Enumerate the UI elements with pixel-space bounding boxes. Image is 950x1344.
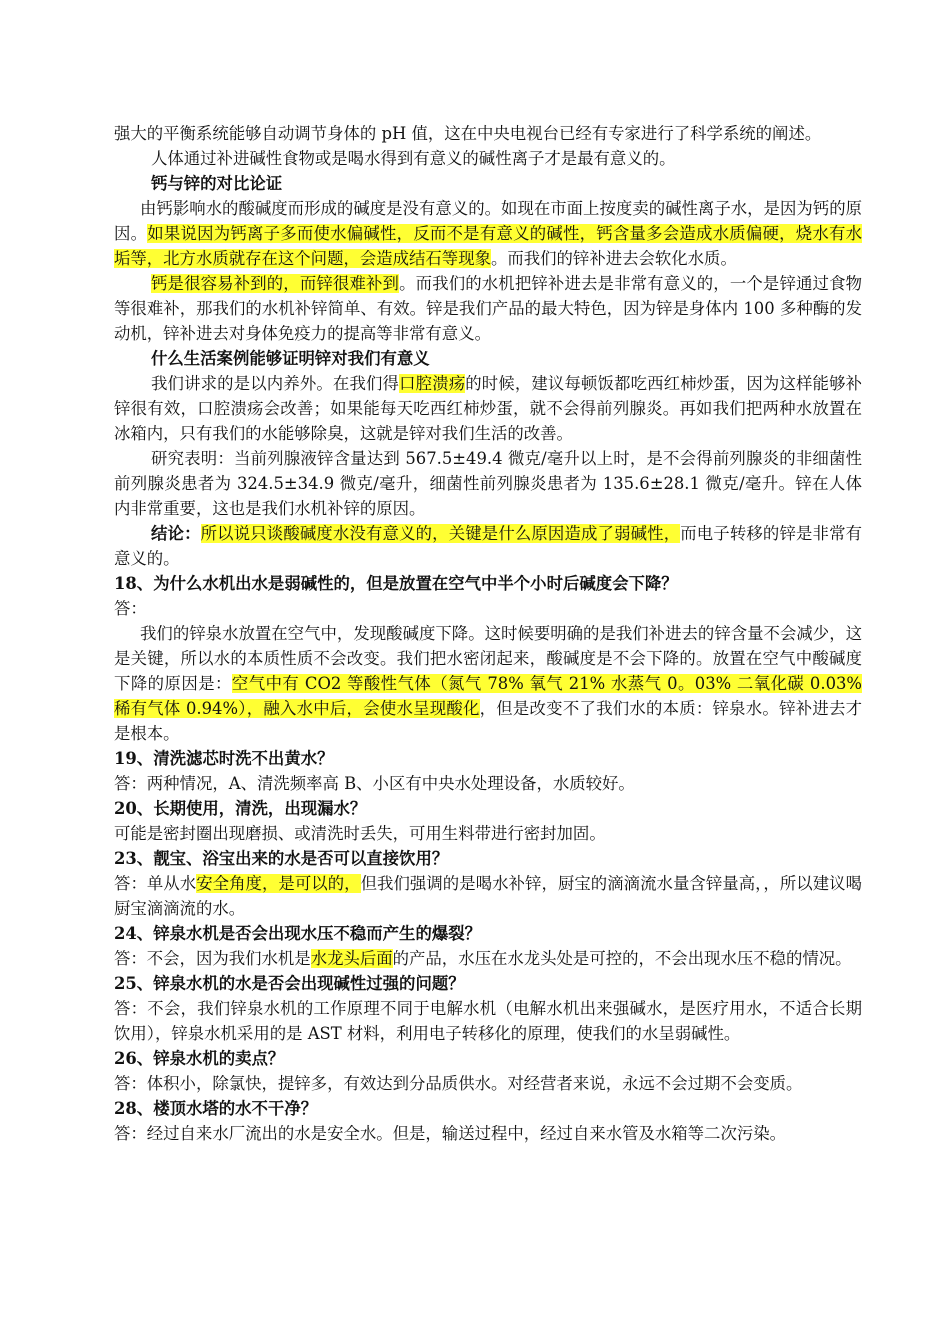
highlight-zinc-hard: 钙是很容易补到的，而锌很难补到 (151, 274, 400, 293)
paragraph-life-case (114, 371, 862, 446)
question-24: 24、锌泉水机是否会出现水压不稳而产生的爆裂？ (114, 924, 482, 943)
document-body (114, 121, 862, 1146)
question-18: 18、为什么水机出水是弱碱性的，但是放置在空气中半个小时后碱度会下降？ (114, 574, 678, 593)
paragraph-alkaline-ions: 人体通过补进碱性食物或是喝水得到有意义的碱性离子才是最有意义的。 (151, 149, 676, 168)
question-23: 23、靓宝、浴宝出来的水是否可以直接饮用？ (114, 849, 449, 868)
highlight-calcium-hardness: 如果说因为钙离子多而使水偏碱性，反而不是有意义的碱性，钙含量多会造成水质偏硬，烧水有水垢等，北方水质就存在这个问题，会造成结石等现象 (114, 224, 863, 268)
answer-23-text: 答：单从水 (114, 874, 197, 893)
answer-24-text: 答：不会，因为我们水机是 (114, 949, 311, 968)
question-20: 20、长期使用，清洗，出现漏水？ (114, 799, 367, 818)
heading-life-case: 什么生活案例能够证明锌对我们有意义 (151, 349, 430, 368)
answer-28: 答：经过自来水厂流出的水是安全水。但是，输送过程中，经过自来水管及水箱等二次污染。 (114, 1124, 787, 1143)
answer-26: 答：体积小，除氯快，提锌多，有效达到分品质供水。对经营者来说，永远不会过期不会变质。 (114, 1074, 803, 1093)
question-25: 25、锌泉水机的水是否会出现碱性过强的问题？ (114, 974, 465, 993)
conclusion-label: 结论： (151, 524, 201, 543)
question-19: 19、清洗滤芯时洗不出黄水？ (114, 749, 334, 768)
answer-18-tail: ，但是改变不了我们水的本质：锌泉水。锌补进去才是根本。 (114, 699, 863, 743)
answer-20: 可能是密封圈出现磨损、或清洗时丢失，可用生料带进行密封加固。 (114, 824, 606, 843)
answer-23 (114, 871, 862, 921)
answer-24 (114, 946, 862, 971)
highlight-conclusion: 所以说只谈酸碱度水没有意义的，关键是什么原因造成了弱碱性， (200, 524, 681, 543)
highlight-safety: 安全角度，是可以的， (196, 874, 361, 893)
paragraph-life-case-text: 我们讲求的是以内养外。在我们得 (151, 374, 400, 393)
question-28: 28、楼顶水塔的水不干净？ (114, 1099, 318, 1118)
answer-18-text: 我们的锌泉水放置在空气中，发现酸碱度下降。这时候要明确的是我们补进去的锌含量不会减少，这是关键，所以水的本质性质不会改变。我们把水密闭起来，酸碱度是不会下降的。放置在空气中酸碱度下降的原因是： (114, 624, 862, 693)
answer-25: 答：不会，我们锌泉水机的工作原理不同于电解水机（电解水机出来强碱水，是医疗用水，不适合长期饮用），锌泉水机采用的是 AST 材料，利用电子转移化的原理，使我们的水呈弱碱性。 (114, 999, 862, 1043)
answer-24-tail: 的产品，水压在水龙头处是可控的，不会出现水压不稳的情况。 (392, 949, 852, 968)
paragraph-research: 研究表明：当前列腺液锌含量达到 567.5±49.4 微克/毫升以上时，是不会得前列腺炎的非细菌性前列腺炎患者为 324.5±34.9 微克/毫升，细菌性前列腺炎患者为 135.6±28.1 微克/毫升。锌在人体内非常重要，这也是我们水机补锌的原因。 (114, 449, 862, 518)
answer-18 (114, 621, 862, 746)
heading-calcium-zinc: 钙与锌的对比论证 (151, 174, 283, 193)
paragraph-conclusion (114, 521, 862, 571)
answer-23-tail: 但我们强调的是喝水补锌，厨宝的滴滴流水量含锌量高，，所以建议喝厨宝滴滴流的水。 (114, 874, 862, 918)
answer-19: 答：两种情况，A、清洗频率高 B、小区有中央水处理设备，水质较好。 (114, 774, 635, 793)
paragraph-calcium-text: 由钙影响水的酸碱度而形成的碱度是没有意义的。如现在市面上按度卖的碱性离子水，是因为钙的原因。 (114, 199, 862, 243)
paragraph-calcium-tail: 。而我们的锌补进去会软化水质。 (490, 249, 737, 268)
paragraph-life-case-tail: 的时候，建议每顿饭都吃西红柿炒蛋，因为这样能够补锌很有效，口腔溃疡会改善；如果能每天吃西红柿炒蛋，就不会得前列腺炎。再如我们把两种水放置在冰箱内，只有我们的水能够除臭，这就是锌对我们生活的改善。 (114, 374, 863, 443)
paragraph-zinc-text: 。而我们的水机把锌补进去是非常有意义的，一个是锌通过食物等很难补，那我们的水机补锌简单、有效。锌是我们产品的最大特色，因为锌是身体内 100 多种酶的发动机，锌补进去对身体免疫力的提高等非常有意义。 (114, 274, 863, 343)
paragraph-zinc (114, 271, 862, 346)
highlight-faucet: 水龙头后面 (310, 949, 393, 968)
answer-18-label: 答： (114, 599, 147, 618)
question-26: 26、锌泉水机的卖点？ (114, 1049, 285, 1068)
highlight-mouth-ulcer: 口腔溃疡 (399, 374, 466, 393)
highlight-co2: 空气中有 CO2 等酸性气体（氮气 78% 氧气 21% 水蒸气 0。03% 二氧化碳 0.03% 稀有气体 0.94%），融入水中后，会使水呈现酸化 (114, 674, 862, 718)
paragraph-calcium (114, 196, 862, 271)
paragraph-ph-balance: 强大的平衡系统能够自动调节身体的 pH 值，这在中央电视台已经有专家进行了科学系统的阐述。 (114, 124, 822, 143)
paragraph-conclusion-tail: 而电子转移的锌是非常有意义的。 (114, 524, 863, 568)
